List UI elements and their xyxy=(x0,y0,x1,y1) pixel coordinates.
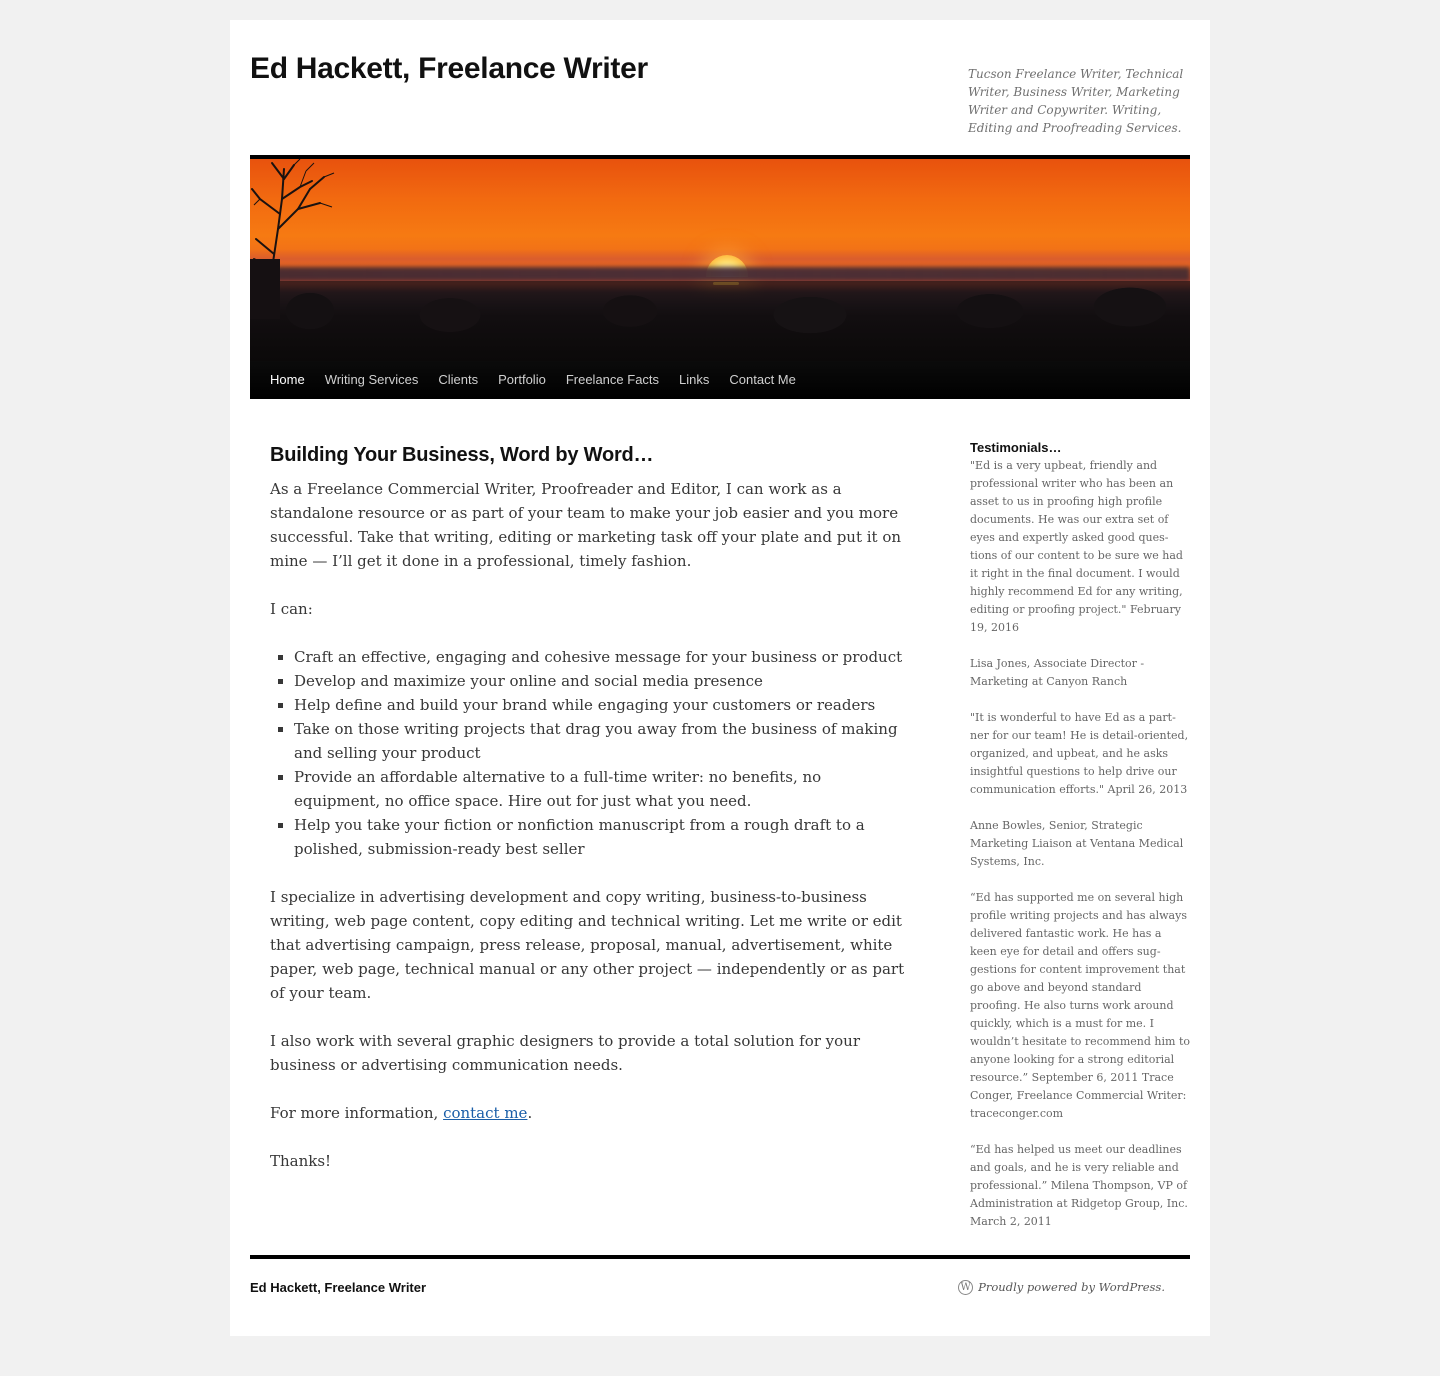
footer-site-name: Ed Hackett, Freelance Writer xyxy=(250,1279,427,1295)
main-area xyxy=(250,399,1190,1249)
list-item: ▪ Provide an affordable alternative to a full-time writer: no benefits, no equipment, no office space. Hire out for just what you need. xyxy=(294,765,910,813)
nav-item-freelance-facts[interactable]: Freelance Facts xyxy=(565,372,660,387)
site-description: Tucson Freelance Writer, Technical Writer, Business Writer, Marketing Writer and Copywriter. Writing, Editing and Proofreading Services. xyxy=(968,67,1184,135)
i-can-label: I can: xyxy=(270,600,313,618)
testimonial-1-author: Lisa Jones, Associate Director - Marketing at Canyon Ranch xyxy=(970,657,1145,688)
powered-by-text: Proudly powered by WordPress. xyxy=(978,1280,1165,1294)
page-title: Building Your Business, Word by Word… xyxy=(270,444,654,466)
list-item: ▪ Help define and build your brand while engaging your customers or readers xyxy=(294,693,910,717)
header-banner-image xyxy=(250,155,1190,361)
powered-by-wordpress-link[interactable] xyxy=(958,1278,1165,1295)
wordpress-icon: W xyxy=(958,1280,973,1295)
intro-paragraph: As a Freelance Commercial Writer, Proofreader and Editor, I can work as a standalone resource or as part of your team to make your job easier and you more successful. Take that writing, editing or marketing task off your plate and put it on mine — I’ll get it done in a professional, timely fashion. xyxy=(270,480,902,570)
list-item: ▪ Take on those writing projects that drag you away from the business of making and selling your product xyxy=(294,717,910,765)
nav-item-clients[interactable]: Clients xyxy=(438,372,479,387)
page-container xyxy=(230,20,1210,1336)
more-info-suffix: . xyxy=(527,1104,533,1122)
nav-item-links[interactable]: Links xyxy=(679,372,710,387)
nav-item-portfolio[interactable]: Portfolio xyxy=(498,372,546,387)
testimonial-3: “Ed has supported me on several high profile writing projects and has always delivered fantastic work. He has a keen eye for detail and offers suggestions for content improvement that go above and beyond standard proofing. He also turns work around quickly, which is a must for me. I wouldn’t hesitate to recommend him to anyone looking for a strong editorial resource.” September 6, 2011 Trace Conger, Freelance Commercial Writer: traceconger.com xyxy=(970,891,1190,1120)
banner-cloud-band xyxy=(270,267,1190,281)
testimonial-2: "It is wonderful to have Ed as a partner for our team! He is detail-oriented, organized, and upbeat, and he asks insightful questions to help drive our communication efforts." April 26, 2013 xyxy=(970,711,1189,796)
main-navigation xyxy=(250,361,1190,399)
testimonial-4: “Ed has helped us meet our deadlines and goals, and he is very reliable and professional.” Milena Thompson, VP of Administration at Ridgetop Group, Inc. March 2, 2011 xyxy=(970,1143,1188,1228)
nav-item-contact-me[interactable]: Contact Me xyxy=(729,372,796,387)
site-footer xyxy=(250,1255,1190,1313)
testimonials-title: Testimonials… xyxy=(970,440,1062,455)
more-info-paragraph xyxy=(270,1101,910,1125)
banner-tree-silhouette xyxy=(250,159,340,319)
site-title-link[interactable]: Ed Hackett, Freelance Writer xyxy=(250,52,648,85)
thanks-paragraph: Thanks! xyxy=(270,1152,332,1170)
page-content xyxy=(270,437,910,1249)
list-item: ▪ Help you take your fiction or nonfiction manuscript from a rough draft to a polished, submission-ready best seller xyxy=(294,813,910,861)
site-header xyxy=(250,20,1190,399)
designers-paragraph: I also work with several graphic designers to provide a total solution for your business or advertising communication needs. xyxy=(270,1032,861,1074)
testimonial-2-author: Anne Bowles, Senior, Strategic Marketing Liaison at Ventana Medical Systems, Inc. xyxy=(970,819,1184,868)
branding xyxy=(250,20,1190,155)
list-item: ▪ Craft an effective, engaging and cohesive message for your business or product xyxy=(294,645,910,669)
specialize-paragraph: I specialize in advertising development and copy writing, business-to-business writing, web page content, copy editing and technical writing. Let me write or edit that advertising campaign, press release, proposal, manual, advertisement, white paper, web page, technical manual or any other project — independently or as part of your team. xyxy=(270,888,905,1002)
list-item: ▪ Develop and maximize your online and social media presence xyxy=(294,669,910,693)
nav-item-writing-services[interactable]: Writing Services xyxy=(324,372,419,387)
more-info-prefix: For more information, xyxy=(270,1104,444,1122)
sidebar-testimonials xyxy=(970,439,1190,1249)
nav-item-home[interactable]: Home xyxy=(270,372,305,387)
testimonial-1: "Ed is a very upbeat, friendly and professional writer who has been an asset to us in proofing high profile documents. He was our extra set of eyes and expertly asked good questions of our content to be sure we had it right in the final document. I would highly recommend Ed for any writing, editing or proofing project." February 19, 2016 xyxy=(970,459,1183,634)
contact-me-link[interactable]: contact me xyxy=(443,1104,528,1122)
services-list xyxy=(270,645,910,861)
banner-treeline xyxy=(250,281,1190,361)
